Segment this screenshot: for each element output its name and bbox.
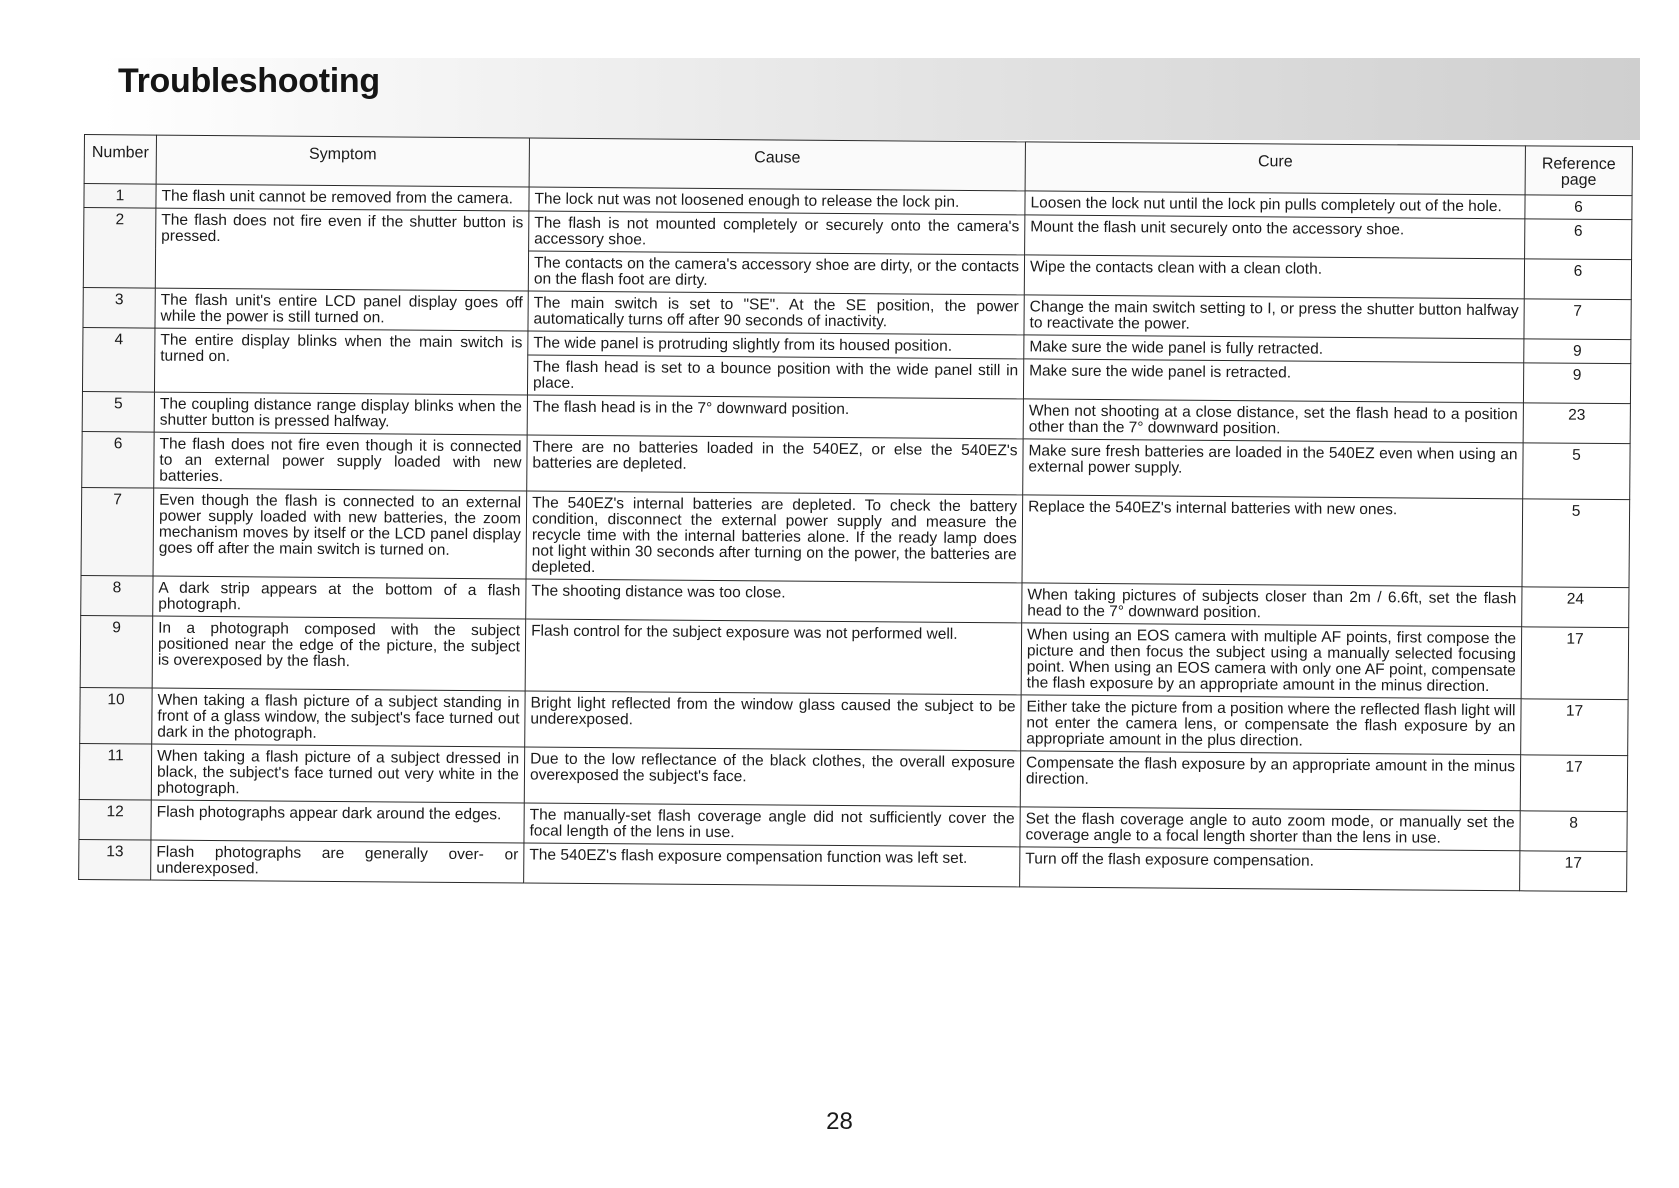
reference-page-cell: 5 — [1522, 499, 1630, 588]
cause-cell: Due to the low reflectance of the black clothes, the overall exposure overexposed the subject's face. — [524, 747, 1020, 807]
reference-page-cell: 6 — [1525, 219, 1632, 260]
reference-page-cell: 9 — [1523, 363, 1630, 404]
reference-page-cell: 8 — [1520, 811, 1627, 852]
row-number: 8 — [81, 575, 153, 616]
cure-cell: Change the main switch setting to I, or press the shutter button halfway to reactivate the power. — [1024, 295, 1524, 339]
row-number: 12 — [79, 799, 151, 840]
cure-cell: Compensate the flash exposure by an appropriate amount in the minus direction. — [1020, 751, 1520, 811]
cure-cell: Loosen the lock nut until the lock pin pulls completely out of the hole. — [1025, 191, 1525, 219]
cure-cell: When not shooting at a close distance, set the flash head to a position other than the 7° downward position. — [1023, 399, 1523, 443]
column-header-cause: Cause — [529, 138, 1025, 191]
cure-cell: Wipe the contacts clean with a clean cloth. — [1024, 255, 1524, 299]
cure-cell: When taking pictures of subjects closer than 2m / 6.6ft, set the flash head to the 7° downward position. — [1022, 583, 1522, 627]
reference-page-cell: 17 — [1521, 699, 1628, 756]
cure-cell: Make sure the wide panel is retracted. — [1023, 359, 1523, 403]
table-body — [79, 184, 1632, 892]
row-number: 13 — [79, 839, 151, 880]
troubleshooting-table — [78, 134, 1633, 892]
symptom-cell: In a photograph composed with the subject positioned near the edge of the picture, the subject is overexposed by the flash. — [152, 616, 526, 691]
symptom-cell: The entire display blinks when the main switch is turned on. — [154, 328, 527, 395]
row-number: 10 — [80, 687, 152, 744]
reference-page-cell: 7 — [1524, 299, 1631, 340]
column-header-reference-page: Reference page — [1525, 146, 1632, 196]
symptom-cell: When taking a flash picture of a subject dressed in black, the subject's face turned out very white in the photograph. — [151, 744, 524, 803]
page-number: 28 — [826, 1108, 853, 1135]
column-header-cure: Cure — [1025, 142, 1525, 195]
symptom-cell: The flash unit's entire LCD panel display goes off while the power is still turned on. — [155, 288, 528, 331]
cause-cell: The flash head is set to a bounce position with the wide panel still in place. — [527, 355, 1023, 399]
symptom-cell: The coupling distance range display blinks when the shutter button is pressed halfway. — [154, 392, 527, 435]
reference-page-cell: 6 — [1524, 259, 1631, 300]
reference-page-cell: 5 — [1523, 443, 1630, 500]
cure-cell: Turn off the flash exposure compensation. — [1020, 847, 1520, 891]
cause-cell: Flash control for the subject exposure was not performed well. — [525, 619, 1022, 695]
symptom-cell: Even though the flash is connected to an external power supply loaded with new batteries, the zoom mechanism moves by itself or the LCD panel display goes off after the main switch is turned on. — [153, 488, 527, 579]
table-row — [80, 615, 1629, 699]
row-number: 7 — [81, 487, 154, 576]
cause-cell: The flash is not mounted completely or securely onto the camera's accessory shoe. — [529, 211, 1025, 255]
row-number: 5 — [82, 391, 154, 432]
cure-cell: Make sure the wide panel is fully retracted. — [1024, 335, 1524, 363]
row-number: 1 — [84, 184, 156, 209]
cure-cell: Replace the 540EZ's internal batteries with new ones. — [1022, 495, 1523, 587]
reference-page-cell: 17 — [1520, 755, 1627, 812]
symptom-cell: The flash does not fire even though it is connected to an external power supply loaded with new batteries. — [154, 432, 527, 491]
reference-page-cell: 17 — [1520, 851, 1627, 892]
cure-cell: When using an EOS camera with multiple AF points, first compose the picture and then focus the subject using a manually selected focusing point. When using an EOS camera with only one AF point, compensate the flash exposure by an appropriate amount in the minus direction. — [1021, 623, 1522, 699]
cure-cell: Set the flash coverage angle to auto zoom mode, or manually set the coverage angle to a focal length shorter than the lens in use. — [1020, 807, 1520, 851]
cause-cell: The manually-set flash coverage angle did not sufficiently cover the focal length of the lens in use. — [524, 803, 1020, 847]
cause-cell: The 540EZ's flash exposure compensation function was left set. — [524, 843, 1020, 887]
reference-page-cell: 24 — [1522, 587, 1629, 628]
table-row — [81, 487, 1630, 587]
cause-cell: There are no batteries loaded in the 540EZ, or else the 540EZ's batteries are depleted. — [527, 435, 1023, 495]
column-header-number: Number — [84, 135, 156, 185]
cure-cell: Either take the picture from a position where the reflected flash light will not enter the camera lens, or compensate the flash exposure by an appropriate amount in the plus direction. — [1021, 695, 1521, 755]
row-number: 2 — [83, 208, 156, 289]
symptom-cell: The flash unit cannot be removed from the camera. — [156, 184, 529, 211]
cause-cell: The 540EZ's internal batteries are depleted. To check the battery condition, disconnect the external power supply and measure the recycle time with the internal batteries alone. If the ready lamp does not light within 30 seconds after turning on the power, the batteries are depleted. — [526, 491, 1023, 583]
troubleshooting-table-wrapper — [78, 134, 1632, 892]
row-number: 11 — [79, 743, 151, 800]
row-number: 4 — [82, 327, 155, 392]
cause-cell: The contacts on the camera's accessory shoe are dirty, or the contacts on the flash foot are dirty. — [528, 251, 1024, 295]
cause-cell: The main switch is set to "SE". At the SE position, the power automatically turns off after 90 seconds of inactivity. — [528, 291, 1024, 335]
cause-cell: The shooting distance was too close. — [526, 579, 1022, 623]
symptom-cell: Flash photographs are generally over- or underexposed. — [151, 840, 524, 883]
row-number: 3 — [83, 287, 155, 328]
cure-cell: Make sure fresh batteries are loaded in the 540EZ even when using an external power supply. — [1023, 439, 1523, 499]
column-header-symptom: Symptom — [156, 135, 529, 187]
page-title: Troubleshooting — [118, 62, 380, 100]
symptom-cell: The flash does not fire even if the shutter button is pressed. — [155, 208, 529, 291]
cause-cell: The flash head is in the 7° downward position. — [527, 395, 1023, 439]
row-number: 9 — [80, 615, 153, 688]
cause-cell: The wide panel is protruding slightly from its housed position. — [528, 331, 1024, 359]
symptom-cell: A dark strip appears at the bottom of a flash photograph. — [153, 576, 526, 619]
row-number: 6 — [82, 431, 154, 488]
symptom-cell: Flash photographs appear dark around the edges. — [151, 800, 524, 843]
reference-page-cell: 6 — [1525, 195, 1632, 220]
reference-page-cell: 17 — [1521, 627, 1629, 700]
symptom-cell: When taking a flash picture of a subject standing in front of a glass window, the subject's face turned out dark in the photograph. — [152, 688, 525, 747]
cause-cell: The lock nut was not loosened enough to release the lock pin. — [529, 187, 1025, 215]
reference-page-cell: 23 — [1523, 403, 1630, 444]
cause-cell: Bright light reflected from the window glass caused the subject to be underexposed. — [525, 691, 1021, 751]
reference-page-cell: 9 — [1524, 339, 1631, 364]
cure-cell: Mount the flash unit securely onto the accessory shoe. — [1025, 215, 1525, 259]
